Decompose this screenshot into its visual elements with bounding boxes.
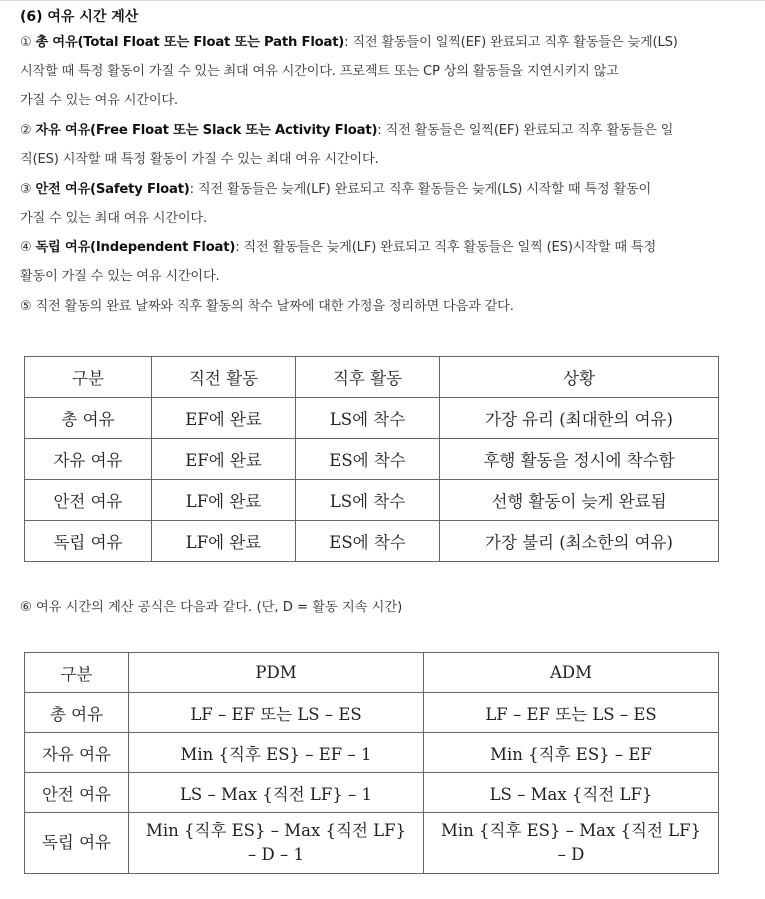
item-number: ⑤ — [20, 299, 32, 314]
table-header-row — [25, 653, 719, 693]
table-cell — [424, 813, 719, 874]
table-cell — [129, 813, 424, 874]
table-row — [25, 733, 719, 773]
table-cell: LF에 완료 — [152, 480, 296, 521]
formula-line: Min {직후 ES} – Max {직전 LF} — [145, 821, 407, 840]
formula-note: ⑥ 여유 시간의 계산 공식은 다음과 같다. (단, D = 활동 지속 시간) — [20, 600, 403, 615]
table-row — [25, 521, 719, 562]
item-text: 직(ES) 시작할 때 특정 활동이 가질 수 있는 최대 여유 시간이다. — [20, 152, 379, 167]
item-term: 독립 여유(Independent Float) — [35, 240, 236, 255]
item-line — [20, 116, 725, 145]
item-number: ① — [20, 35, 32, 50]
formula-line: – D — [557, 845, 585, 864]
table-row — [25, 813, 719, 874]
table-cell: LS – Max {직전 LF} — [424, 773, 719, 813]
float-item-total — [20, 28, 725, 115]
table-row — [25, 773, 719, 813]
table-header-cell: 구분 — [25, 357, 152, 398]
table-cell: 안전 여유 — [25, 773, 129, 813]
table-header-cell: ADM — [424, 653, 719, 693]
table-cell: EF에 완료 — [152, 398, 296, 439]
table-cell: 독립 여유 — [25, 813, 129, 874]
table-header-cell: 상황 — [440, 357, 719, 398]
table-cell: 안전 여유 — [25, 480, 152, 521]
table-cell: 선행 활동이 늦게 완료됨 — [440, 480, 719, 521]
section-title: (6) 여유 시간 계산 — [20, 9, 139, 25]
item-text: : 직전 활동들은 늦게(LF) 완료되고 직후 활동들은 일찍 (ES)시작할 때 특정 — [235, 240, 656, 255]
table-cell: Min {직후 ES} – EF — [424, 733, 719, 773]
item-number: ② — [20, 123, 32, 138]
table-row — [25, 693, 719, 733]
table-header-row — [25, 357, 719, 398]
float-assumption-table — [24, 356, 719, 562]
item-line — [20, 233, 725, 262]
item-text: 직전 활동의 완료 날짜와 직후 활동의 착수 날짜에 대한 가정을 정리하면 다음과 같다. — [35, 299, 514, 314]
table-cell: LS – Max {직전 LF} – 1 — [129, 773, 424, 813]
table-cell: 후행 활동을 정시에 착수함 — [440, 439, 719, 480]
float-item-safety — [20, 175, 725, 233]
item-term: 자유 여유(Free Float 또는 Slack 또는 Activity Float) — [35, 123, 378, 138]
table-cell: 자유 여유 — [25, 439, 152, 480]
table-row — [25, 439, 719, 480]
item-text: : 직전 활동들은 늦게(LF) 완료되고 직후 활동들은 늦게(LS) 시작할 때 특정 활동이 — [189, 182, 652, 197]
item-text: 가질 수 있는 여유 시간이다. — [20, 93, 178, 108]
table-cell: 총 여유 — [25, 398, 152, 439]
item-number: ③ — [20, 182, 32, 197]
table-cell: 총 여유 — [25, 693, 129, 733]
table-header-cell: 구분 — [25, 653, 129, 693]
table-cell: EF에 완료 — [152, 439, 296, 480]
item-text: 가질 수 있는 최대 여유 시간이다. — [20, 211, 207, 226]
table-cell: LS에 착수 — [296, 480, 440, 521]
float-item-summary — [20, 292, 725, 321]
table-cell: ES에 착수 — [296, 439, 440, 480]
table-cell: 가장 유리 (최대한의 여유) — [440, 398, 719, 439]
table-cell: 가장 불리 (최소한의 여유) — [440, 521, 719, 562]
item-number: ④ — [20, 240, 32, 255]
item-text: 활동이 가질 수 있는 여유 시간이다. — [20, 269, 220, 284]
table-cell: LF에 완료 — [152, 521, 296, 562]
table-cell: LS에 착수 — [296, 398, 440, 439]
table-row — [25, 480, 719, 521]
table-cell: LF – EF 또는 LS – ES — [424, 693, 719, 733]
top-divider — [0, 0, 765, 1]
table-cell: LF – EF 또는 LS – ES — [129, 693, 424, 733]
item-text: : 직전 활동들이 일찍(EF) 완료되고 직후 활동들은 늦게(LS) — [344, 35, 678, 50]
table-header-cell: 직후 활동 — [296, 357, 440, 398]
item-line — [20, 175, 725, 204]
float-item-free — [20, 116, 725, 174]
table-cell: Min {직후 ES} – EF – 1 — [129, 733, 424, 773]
formula-line: – D – 1 — [248, 845, 304, 864]
table-cell: 독립 여유 — [25, 521, 152, 562]
item-line — [20, 292, 725, 321]
table-cell: ES에 착수 — [296, 521, 440, 562]
table-header-cell: 직전 활동 — [152, 357, 296, 398]
float-formula-table — [24, 652, 719, 874]
item-term: 총 여유(Total Float 또는 Float 또는 Path Float) — [35, 35, 345, 50]
item-text: 시작할 때 특정 활동이 가질 수 있는 최대 여유 시간이다. 프로젝트 또는 CP 상의 활동들을 지연시키지 않고 — [20, 64, 619, 79]
formula-line: Min {직후 ES} – Max {직전 LF} — [440, 821, 702, 840]
item-line — [20, 28, 725, 57]
table-row — [25, 398, 719, 439]
float-item-independent — [20, 233, 725, 291]
table-cell: 자유 여유 — [25, 733, 129, 773]
item-term: 안전 여유(Safety Float) — [35, 182, 190, 197]
table-header-cell: PDM — [129, 653, 424, 693]
item-text: : 직전 활동들은 일찍(EF) 완료되고 직후 활동들은 일 — [377, 123, 674, 138]
